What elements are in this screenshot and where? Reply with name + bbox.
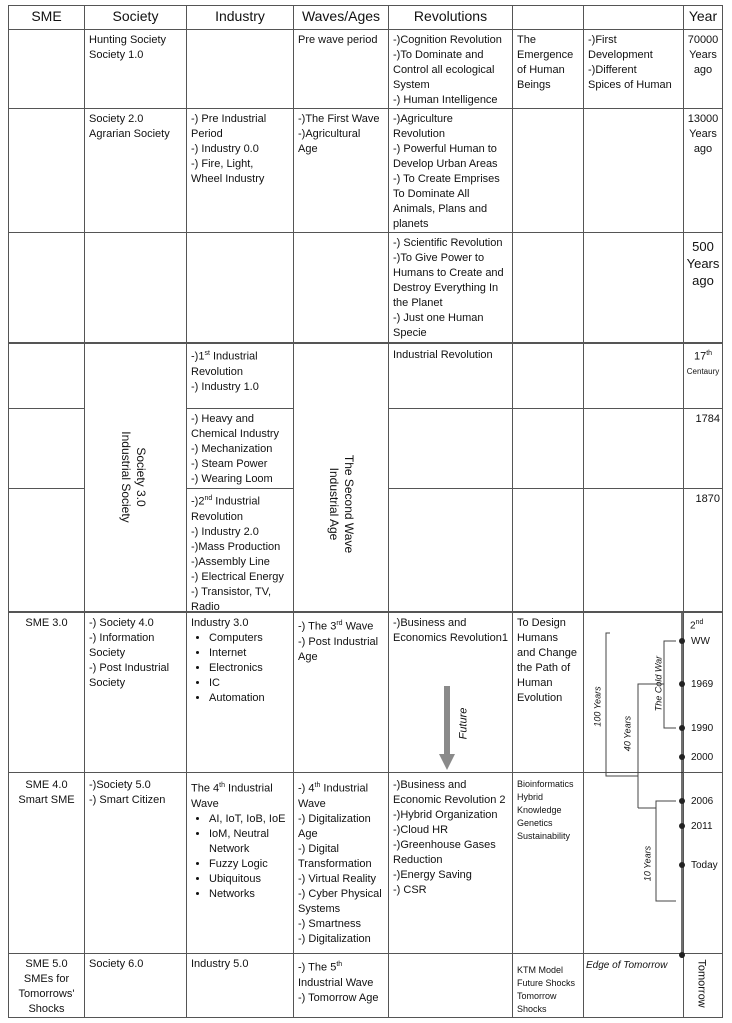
timeline-label-cold-war: The Cold War <box>653 655 664 712</box>
sme4-revolution-line: -)Hybrid Organization <box>393 809 498 821</box>
row2-revolution-line: planets <box>393 218 429 230</box>
sme3-design-line: To Design <box>517 617 566 629</box>
sme4-waves-title <box>298 778 384 797</box>
ind-r2-industry-line: -) Steam Power <box>191 458 268 470</box>
timeline-year-1969: 1969 <box>691 679 714 690</box>
ind-r1-year-cell <box>684 346 722 406</box>
sme3-revolution-line: -)Business and <box>393 617 467 629</box>
second-wave-line: The Second Wave <box>342 454 356 554</box>
sme5-edge: Edge of Tomorrow <box>586 960 668 971</box>
timeline-year-ww: WW <box>691 636 710 647</box>
ind-r1-revolution: Industrial Revolution <box>393 349 493 361</box>
row1-revolution-line: -)To Dominate and <box>393 49 484 61</box>
ind-r3-industry-title <box>191 491 289 510</box>
row2-year-line: Years <box>689 128 717 140</box>
industrial-society-line: Society 3.0 <box>134 447 148 507</box>
sme3-revolution-line: Economics Revolution1 <box>393 632 508 644</box>
ind-r2-industry-cell <box>187 412 293 488</box>
timeline-dot-2011 <box>679 823 685 829</box>
timeline-year-today: Today <box>691 860 718 871</box>
row1-year-line: Years <box>689 49 717 61</box>
ind-r3-industry-line: -) Electrical Energy <box>191 570 284 583</box>
row3-revolution-line: -)To Give Power to <box>393 252 485 264</box>
sme5-society: Society 6.0 <box>89 958 144 970</box>
sme4-revolutions-cell <box>389 778 512 952</box>
sme4-waves-line: Systems <box>298 902 341 915</box>
ind-r3-industry-line: -) Transistor, TV, <box>191 585 272 598</box>
ind-r1-year <box>684 346 722 365</box>
sme3-society-line: -) Information <box>89 632 155 644</box>
sme4-topic-line: Hybrid <box>517 792 544 802</box>
timeline-dot-1969 <box>679 681 685 687</box>
sme5-waves-pre: -) The 5 <box>298 961 337 974</box>
row1-emergence-line: The <box>517 34 536 46</box>
sme4-label-cell <box>9 778 84 818</box>
sme3-design-line: Evolution <box>517 692 563 704</box>
row1-year-line: ago <box>693 64 713 76</box>
sme5-label-line: Shocks <box>28 1003 65 1015</box>
row3-year-line: 500 <box>692 239 714 254</box>
sme4-society-line: -) Smart Citizen <box>89 794 166 806</box>
row2-revolution-line: -) To Create Emprises <box>393 173 500 185</box>
row1-emergence-line: Emergence <box>517 49 574 61</box>
row1-emergence-line: Beings <box>517 79 551 91</box>
sme4-waves-line: Transformation <box>298 857 372 870</box>
sme4-waves-line: Age <box>298 827 318 840</box>
row1-emergence-line: of Human <box>517 64 565 76</box>
ind-r1-year-sup: th <box>706 350 713 357</box>
ind-r2-industry-line: -) Wearing Loom <box>191 473 273 485</box>
sme4-industry-post: Industrial <box>224 782 273 795</box>
industrial-society-label <box>118 422 148 532</box>
sme4-industry-line2: Wave <box>191 797 219 810</box>
sme3-society-cell <box>85 616 186 771</box>
row1-development-line: -)First <box>588 34 617 46</box>
row2-revolution-line: -)Agriculture <box>393 113 453 125</box>
sme3-society-line: Society <box>89 677 126 689</box>
ind-r1-industry-sup: st <box>204 350 210 357</box>
sme5-label-line: Tomorrows' <box>18 988 75 1000</box>
row3-revolutions-cell <box>389 236 512 340</box>
ind-r3-industry-post: Industrial <box>212 495 260 508</box>
row1-waves-cell <box>294 33 388 107</box>
list-item: • Computers <box>209 631 289 646</box>
row1-development-cell <box>584 33 683 107</box>
row3-revolution-line: Humans to Create and <box>393 267 504 279</box>
sme3-label: SME 3.0 <box>25 617 68 629</box>
list-item: • Ubiquitous <box>209 872 289 887</box>
sme3-waves-cell <box>294 616 388 771</box>
sme5-label-cell <box>9 957 84 1017</box>
ind-r3-industry-line: -) Industry 2.0 <box>191 525 259 538</box>
sme5-model-line: KTM Model <box>517 965 564 975</box>
list-item: • Fuzzy Logic <box>209 857 289 872</box>
row2-revolution-line: Develop Urban Areas <box>393 158 498 170</box>
ind-r3-industry-pre: -)2 <box>191 495 205 508</box>
timeline-dot-1990 <box>679 725 685 731</box>
ind-r2-industry-line: -) Heavy and <box>191 413 254 425</box>
second-wave-label <box>326 449 356 559</box>
future-label: Future <box>457 707 470 740</box>
bracket-40-years <box>638 684 642 776</box>
row1-development-line: Spices of Human <box>588 79 672 91</box>
row2-waves-cell <box>294 112 388 230</box>
list-item: • IoM, Neutral Network <box>209 827 289 857</box>
sme4-topics-cell <box>513 778 583 858</box>
ind-r2-industry-line: Chemical Industry <box>191 428 280 440</box>
sme4-industry-title <box>191 778 289 797</box>
row1-revolution-line: Control all ecological <box>393 64 495 76</box>
row1-year-cell <box>684 33 722 107</box>
row2-waves-line: -)The First Wave <box>298 113 380 125</box>
ind-r1-industry-post: Industrial <box>209 350 258 363</box>
row3-year-cell <box>684 238 722 338</box>
ind-r1-industry-line: Revolution <box>191 365 243 378</box>
ind-r1-industry-title <box>191 346 289 365</box>
sme4-revolution-line: -)Cloud HR <box>393 824 449 836</box>
sme4-waves-line: -) Digitalization <box>298 812 371 825</box>
sme3-industry-title: Industry 3.0 <box>191 617 249 629</box>
sme3-waves-sup: rd <box>336 620 343 627</box>
row1-revolution-line: System <box>393 79 430 91</box>
row2-industry-line: -) Industry 0.0 <box>191 143 259 155</box>
list-item: • Electronics <box>209 661 289 676</box>
ind-r3-year: 1870 <box>695 493 720 505</box>
header-year: Year <box>688 8 718 24</box>
row1-revolution-line: -)Cognition Revolution <box>393 34 502 46</box>
second-wave-line: Industrial Age <box>327 467 341 541</box>
sme5-label-line: SME 5.0 <box>25 958 68 970</box>
ind-r2-industry-line: -) Mechanization <box>191 443 273 455</box>
row3-revolution-line: the Planet <box>393 297 443 309</box>
row2-industry-line: -) Fire, Light, <box>191 158 254 170</box>
list-item: • AI, IoT, IoB, IoE <box>209 812 289 827</box>
sme3-waves-post: Wave <box>342 620 374 633</box>
row2-revolution-line: Animals, Plans and <box>393 203 488 215</box>
row1-development-line: Development <box>588 49 653 61</box>
row2-industry-cell <box>187 112 293 230</box>
list-item: • Internet <box>209 646 289 661</box>
sme4-revolution-line: Reduction <box>393 854 443 866</box>
timeline-label-10: 10 Years <box>642 845 653 882</box>
sme5-models-cell <box>513 964 583 1016</box>
row3-revolution-line: -) Scientific Revolution <box>393 237 503 249</box>
ind-r3-industry-sup: nd <box>204 495 213 502</box>
timeline-year-2011: 2011 <box>691 821 713 832</box>
sme5-industry: Industry 5.0 <box>191 958 249 970</box>
row1-waves-text: Pre wave period <box>298 34 378 46</box>
sme5-year: Tomorrow <box>695 959 708 1008</box>
timeline-dot-2006 <box>679 798 685 804</box>
sme4-label-line: Smart SME <box>18 794 75 806</box>
header-sme: SME <box>31 8 62 24</box>
row2-waves-line: Age <box>298 143 318 155</box>
sme4-revolution-line: Economic Revolution 2 <box>393 794 506 806</box>
sme5-model-line: Future Shocks <box>517 978 576 988</box>
sme3-waves-line: Age <box>298 650 318 663</box>
row1-society-line: Society 1.0 <box>89 49 144 61</box>
header-waves-ages: Waves/Ages <box>301 8 381 24</box>
sme4-industry-sup: th <box>219 782 225 789</box>
sme3-design-line: Humans <box>517 632 558 644</box>
timeline-label-100: 100 Years <box>592 686 603 727</box>
sme4-waves-post: Industrial <box>320 782 369 795</box>
row2-industry-line: Wheel Industry <box>191 173 265 185</box>
sme3-design-line: and Change <box>517 647 577 659</box>
timeline-dot-ww <box>679 638 685 644</box>
sme4-waves-line: -) Digital <box>298 842 339 855</box>
sme4-waves-line: -) Digitalization <box>298 932 371 945</box>
timeline-year-2006: 2006 <box>691 796 714 807</box>
ind-r1-year-sub: Centaury <box>686 366 720 376</box>
row3-year-line: ago <box>692 273 714 288</box>
row2-revolution-line: To Dominate All <box>393 188 470 200</box>
ind-r1-year-num: 17 <box>693 350 707 363</box>
row1-society-line: Hunting Society <box>89 34 167 46</box>
timeline-dot-2000 <box>679 754 685 760</box>
row2-waves-line: -)Agricultural <box>298 128 361 140</box>
header-revolutions: Revolutions <box>413 8 488 24</box>
sme4-society-cell <box>85 778 186 818</box>
row1-development-line: -)Different <box>588 64 637 76</box>
sme4-waves-pre: -) 4 <box>298 782 315 795</box>
list-item: • IC <box>209 676 289 691</box>
timeline-dot-tomorrow <box>679 952 685 958</box>
sme4-label-line: SME 4.0 <box>25 779 68 791</box>
row2-industry-line: Period <box>191 128 223 140</box>
header-industry: Industry <box>215 8 265 24</box>
future-arrow-icon <box>439 686 455 772</box>
sme3-industry-list <box>191 631 289 706</box>
bracket-100-years <box>606 633 610 776</box>
sme3-industry-cell <box>187 616 293 771</box>
row3-year-line: Years <box>686 256 720 271</box>
sme4-topic-line: Genetics <box>517 818 553 828</box>
row2-society-line: Agrarian Society <box>89 128 170 140</box>
sme3-society-line: -) Post Industrial <box>89 662 170 674</box>
sme3-waves-line: -) Post Industrial <box>298 635 379 648</box>
sme5-waves-line: -) Tomorrow Age <box>298 991 379 1004</box>
sme4-industry-cell <box>187 778 293 952</box>
sme3-society-line: -) Society 4.0 <box>89 617 154 629</box>
sme4-revolution-line: -)Greenhouse Gases <box>393 839 496 851</box>
sme4-revolution-line: -)Business and <box>393 779 467 791</box>
row3-revolution-line: Specie <box>393 327 427 339</box>
timeline-year-1990: 1990 <box>691 723 714 734</box>
row2-society-line: Society 2.0 <box>89 113 144 125</box>
row1-society-cell <box>85 33 186 107</box>
bracket-10-years <box>656 801 676 901</box>
sme3-design-line: the Path of <box>517 662 571 674</box>
timeline-label-40: 40 Years <box>622 715 633 752</box>
industrial-society-line: Industrial Society <box>119 431 133 523</box>
row2-revolutions-cell <box>389 112 512 230</box>
sme4-revolution-line: -)Energy Saving <box>393 869 472 881</box>
row3-revolution-line: Destroy Everything In <box>393 282 499 294</box>
sme3-society-line: Society <box>89 647 126 659</box>
sme4-topic-line: Bioinformatics <box>517 779 574 789</box>
row2-revolution-line: -) Powerful Human to <box>393 143 497 155</box>
sme4-industry-list <box>191 812 289 902</box>
sme5-model-line: Tomorrow <box>517 991 557 1001</box>
row2-revolution-line: Revolution <box>393 128 445 140</box>
sme5-label-line: SMEs for <box>23 973 70 985</box>
sme4-revolution-line: -) CSR <box>393 884 427 896</box>
sme5-waves-cell <box>294 957 388 1017</box>
timeline-year-2000: 2000 <box>691 752 714 763</box>
sme4-waves-line: -) Virtual Reality <box>298 872 377 885</box>
timeline-year-ww-top <box>690 615 722 629</box>
row3-revolution-line: -) Just one Human <box>393 312 484 324</box>
ind-r3-industry-line: -)Mass Production <box>191 540 281 553</box>
row2-year-line: ago <box>693 143 713 155</box>
ind-r1-industry-cell <box>187 346 293 408</box>
sme4-society-line: -)Society 5.0 <box>89 779 151 791</box>
ind-r2-year: 1784 <box>695 413 720 425</box>
sme4-topic-line: Sustainability <box>517 831 571 841</box>
sme5-waves-line: Industrial Wave <box>298 976 374 989</box>
sme4-waves-line: Wave <box>298 797 326 810</box>
sme3-design-cell <box>513 616 583 771</box>
sme4-waves-line: -) Smartness <box>298 917 361 930</box>
sme3-revolutions-cell <box>389 616 512 656</box>
timeline-dot-today <box>679 862 685 868</box>
sme5-model-line: Shocks <box>517 1004 547 1014</box>
row2-society-cell <box>85 112 186 230</box>
ind-r3-industry-line: Radio <box>191 600 220 611</box>
list-item: • Networks <box>209 887 289 902</box>
row1-revolution-line: -) Human Intelligence <box>393 94 498 106</box>
sme3-design-line: Human <box>517 677 553 689</box>
sme5-waves-sup: th <box>336 961 343 968</box>
row2-year-cell <box>684 112 722 230</box>
sme4-industry-pre: The 4 <box>191 782 220 795</box>
ind-r1-industry-pre: -)1 <box>191 350 205 363</box>
row1-year-line: 70000 <box>687 34 719 46</box>
sme3-waves-title <box>298 616 384 635</box>
timeline-year-ww-sup: nd <box>695 619 704 626</box>
row2-year-line: 13000 <box>687 113 719 125</box>
ind-r3-industry-line: Revolution <box>191 510 243 523</box>
row2-industry-line: -) Pre Industrial <box>191 113 267 125</box>
sme4-waves-cell <box>294 778 388 952</box>
row1-revolutions-cell <box>389 33 512 107</box>
sme4-waves-line: -) Cyber Physical <box>298 887 382 900</box>
timeline-year-ww-pre: 2 <box>690 620 696 629</box>
header-society: Society <box>112 8 159 24</box>
ind-r3-industry-cell <box>187 491 293 611</box>
ind-r1-industry-line: -) Industry 1.0 <box>191 380 259 393</box>
list-item: • Automation <box>209 691 289 706</box>
sme3-waves-pre: -) The 3 <box>298 620 337 633</box>
sme4-waves-sup: th <box>314 782 321 789</box>
row1-emergence-cell <box>513 33 583 107</box>
sme5-waves-title <box>298 957 384 976</box>
sme4-topic-line: Knowledge <box>517 805 562 815</box>
ind-r3-industry-line: -)Assembly Line <box>191 555 270 568</box>
